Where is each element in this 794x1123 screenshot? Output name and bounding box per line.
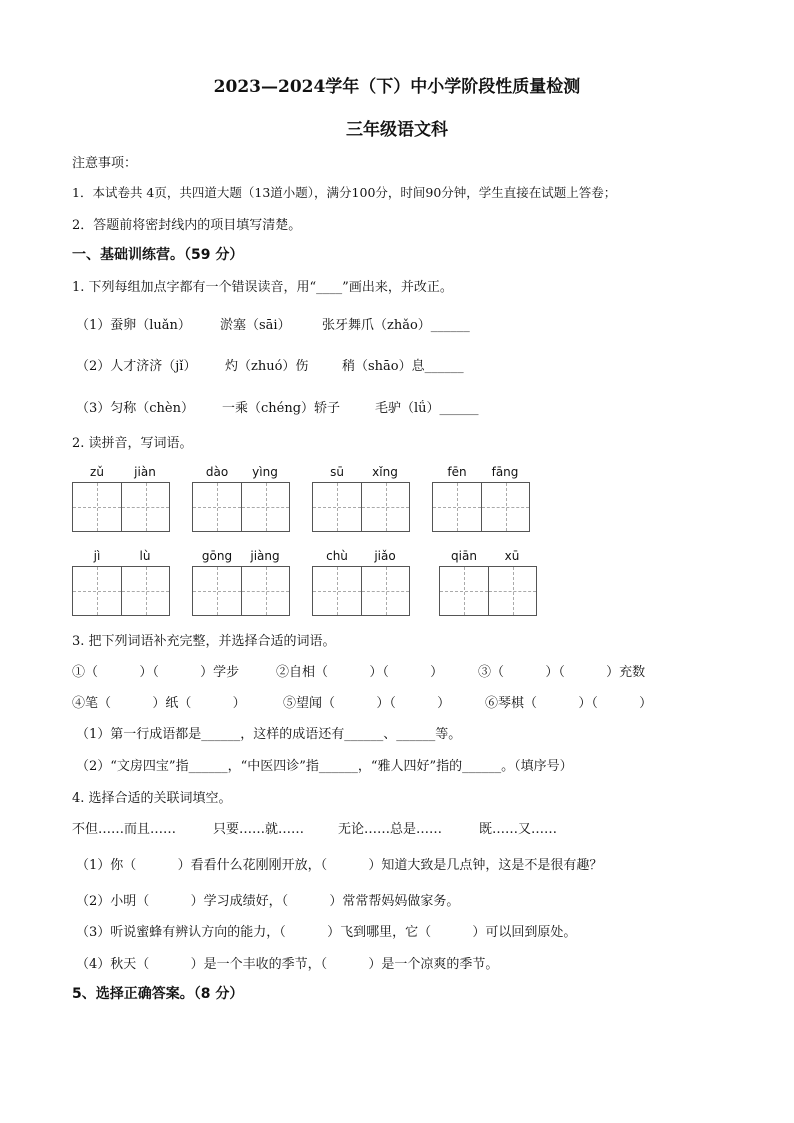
note-item: 2．答题前将密封线内的项目填写清楚。 (72, 218, 302, 233)
section-heading: 一、基础训练营。（59 分） (72, 247, 244, 263)
q1-item: 毛驴（lǘ）______ (375, 401, 479, 416)
q1-item: （3）匀称（chèn） (76, 401, 194, 416)
pinyin-label: yìng (252, 465, 278, 479)
question-4-prompt: 4. 选择合适的关联词填空。 (72, 791, 232, 806)
idiom-item: ⑥琴棋（ ）（ ） (485, 696, 653, 711)
notes-heading: 注意事项： (72, 156, 138, 171)
q4-item: （1）你（ ）看看什么花刚刚开放，（ ）知道大致是几点钟，这是不是很有趣？ (76, 858, 603, 873)
q4-item: （4）秋天（ ）是一个丰收的季节，（ ）是一个凉爽的季节。 (76, 957, 499, 972)
pinyin-label: jiǎo (374, 549, 396, 563)
pinyin-label: sū (330, 465, 344, 479)
writing-grid[interactable] (312, 566, 410, 616)
pinyin-label: jiàn (134, 465, 156, 479)
question-1-prompt: 1. 下列每组加点字都有一个错误读音，用“____”画出来，并改正。 (72, 280, 453, 295)
note-item: 1．本试卷共 4页，共四道大题（13道小题），满分100分，时间90分钟，学生直接在试题上答卷； (72, 185, 617, 200)
idiom-item: ⑤望闻（ ）（ ） (283, 696, 451, 711)
page-title: 2023—2024学年（下）中小学阶段性质量检测 (213, 77, 581, 97)
writing-grid[interactable] (439, 566, 537, 616)
writing-grid[interactable] (312, 482, 410, 532)
pinyin-label: lù (139, 549, 151, 563)
idiom-item: ④笔（ ）纸（ ） (72, 696, 246, 711)
conjunction-option: 既……又…… (479, 822, 558, 837)
writing-grid[interactable] (192, 482, 290, 532)
writing-grid[interactable] (72, 566, 170, 616)
q3-subquestion: （1）第一行成语都是______，这样的成语还有______、______等。 (76, 727, 462, 742)
writing-grid[interactable] (432, 482, 530, 532)
writing-grid[interactable] (192, 566, 290, 616)
q1-item: 一乘（chéng）轿子 (222, 401, 341, 416)
pinyin-label: fēn (447, 465, 467, 479)
pinyin-label: dào (205, 465, 229, 479)
idiom-item: ①（ ）（ ）学步 (72, 665, 240, 680)
page-subtitle: 三年级语文科 (346, 120, 448, 140)
pinyin-label: jì (93, 549, 101, 563)
q1-item: 灼（zhuó）伤 (225, 359, 309, 374)
q1-item: （2）人才济济（jǐ） (76, 359, 197, 374)
conjunction-option: 只要……就…… (213, 822, 305, 837)
question-2-prompt: 2. 读拼音，写词语。 (72, 436, 193, 451)
pinyin-label: xǐng (372, 465, 398, 479)
q1-item: （1）蚕卵（luǎn） (76, 318, 191, 333)
q1-item: 稍（shāo）息______ (342, 359, 464, 374)
q3-subquestion: （2）“文房四宝”指______，“中医四诊”指______，“雅人四好”指的______。（填序号） (76, 759, 573, 774)
pinyin-label: chù (326, 549, 348, 563)
q1-item: 淤塞（sāi） (220, 318, 291, 333)
conjunction-option: 不但……而且…… (72, 822, 177, 837)
q4-item: （2）小明（ ）学习成绩好，（ ）常常帮妈妈做家务。 (76, 894, 460, 909)
question-3-prompt: 3. 把下列词语补充完整，并选择合适的词语。 (72, 634, 336, 649)
q4-item: （3）听说蜜蜂有辨认方向的能力，（ ）飞到哪里，它（ ）可以回到原处。 (76, 925, 577, 940)
section-heading: 5、选择正确答案。（8 分） (72, 986, 244, 1002)
pinyin-label: jiàng (250, 549, 280, 563)
pinyin-label: fāng (491, 465, 519, 479)
pinyin-label: zǔ (90, 465, 104, 479)
writing-grid[interactable] (72, 482, 170, 532)
conjunction-option: 无论……总是…… (338, 822, 443, 837)
pinyin-label: gōng (201, 549, 233, 563)
q1-item: 张牙舞爪（zhǎo）______ (322, 318, 470, 333)
idiom-item: ②自相（ ）（ ） (276, 665, 444, 680)
idiom-item: ③（ ）（ ）充数 (478, 665, 646, 680)
pinyin-label: qiān (451, 549, 477, 563)
pinyin-label: xū (504, 549, 520, 563)
